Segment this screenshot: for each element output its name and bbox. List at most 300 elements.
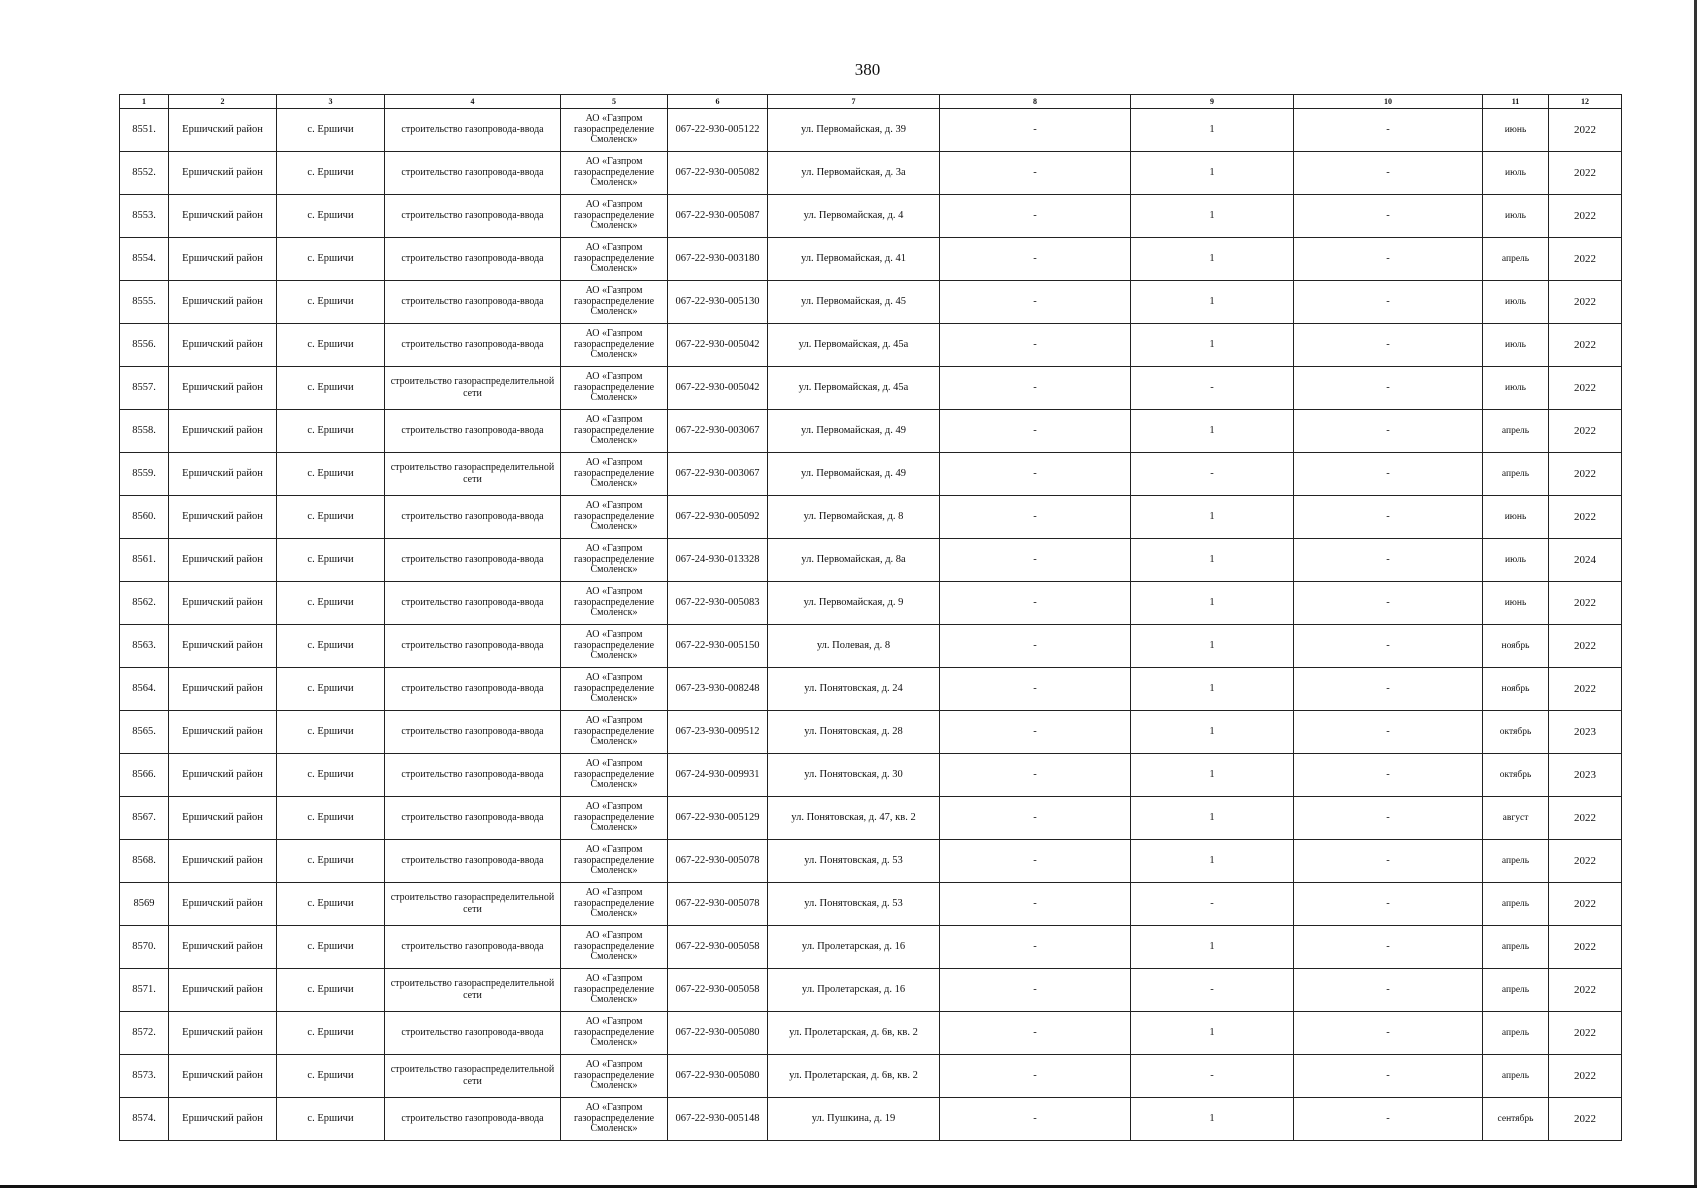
cell-row-number: 8567. [120, 797, 169, 840]
cell-address: ул. Пушкина, д. 19 [768, 1098, 940, 1141]
cell-application-number: 067-22-930-005078 [668, 840, 768, 883]
table-row [120, 797, 1622, 840]
cell-month: июнь [1483, 496, 1549, 539]
cell-work-type: строительство газопровода-ввода [385, 582, 561, 625]
cell-district: Ершичский район [169, 797, 277, 840]
cell-col-8: - [940, 109, 1131, 152]
cell-district: Ершичский район [169, 883, 277, 926]
cell-work-type: строительство газораспределительной сети [385, 367, 561, 410]
cell-application-number: 067-22-930-005122 [668, 109, 768, 152]
cell-year: 2023 [1549, 754, 1622, 797]
cell-application-number: 067-24-930-013328 [668, 539, 768, 582]
cell-settlement: с. Ершичи [277, 109, 385, 152]
column-header-8: 8 [940, 95, 1131, 109]
cell-col-8: - [940, 453, 1131, 496]
cell-col-10: - [1294, 238, 1483, 281]
cell-row-number: 8562. [120, 582, 169, 625]
cell-organization: АО «Газпром газораспределение Смоленск» [561, 109, 668, 152]
cell-month: апрель [1483, 883, 1549, 926]
cell-year: 2022 [1549, 797, 1622, 840]
cell-month: октябрь [1483, 711, 1549, 754]
cell-col-10: - [1294, 453, 1483, 496]
cell-year: 2024 [1549, 539, 1622, 582]
cell-row-number: 8566. [120, 754, 169, 797]
cell-row-number: 8556. [120, 324, 169, 367]
cell-month: апрель [1483, 1012, 1549, 1055]
cell-district: Ершичский район [169, 1012, 277, 1055]
cell-application-number: 067-22-930-003067 [668, 410, 768, 453]
cell-col-10: - [1294, 754, 1483, 797]
cell-work-type: строительство газораспределительной сети [385, 453, 561, 496]
cell-year: 2022 [1549, 625, 1622, 668]
cell-col-10: - [1294, 496, 1483, 539]
cell-district: Ершичский район [169, 410, 277, 453]
cell-district: Ершичский район [169, 711, 277, 754]
cell-organization: АО «Газпром газораспределение Смоленск» [561, 453, 668, 496]
column-header-6: 6 [668, 95, 768, 109]
cell-col-10: - [1294, 281, 1483, 324]
cell-address: ул. Пролетарская, д. 16 [768, 969, 940, 1012]
cell-month: ноябрь [1483, 625, 1549, 668]
cell-col-9: 1 [1131, 152, 1294, 195]
cell-month: июль [1483, 281, 1549, 324]
cell-work-type: строительство газопровода-ввода [385, 926, 561, 969]
table-row [120, 281, 1622, 324]
cell-year: 2022 [1549, 238, 1622, 281]
cell-settlement: с. Ершичи [277, 453, 385, 496]
cell-work-type: строительство газопровода-ввода [385, 238, 561, 281]
cell-organization: АО «Газпром газораспределение Смоленск» [561, 281, 668, 324]
cell-col-9: 1 [1131, 281, 1294, 324]
cell-row-number: 8552. [120, 152, 169, 195]
cell-work-type: строительство газопровода-ввода [385, 195, 561, 238]
cell-district: Ершичский район [169, 754, 277, 797]
table-row [120, 1012, 1622, 1055]
cell-address: ул. Первомайская, д. 49 [768, 453, 940, 496]
table-row [120, 711, 1622, 754]
cell-application-number: 067-22-930-005080 [668, 1012, 768, 1055]
cell-address: ул. Полевая, д. 8 [768, 625, 940, 668]
cell-col-9: 1 [1131, 926, 1294, 969]
cell-settlement: с. Ершичи [277, 926, 385, 969]
cell-year: 2022 [1549, 195, 1622, 238]
cell-col-10: - [1294, 410, 1483, 453]
cell-application-number: 067-23-930-009512 [668, 711, 768, 754]
cell-row-number: 8570. [120, 926, 169, 969]
cell-work-type: строительство газопровода-ввода [385, 840, 561, 883]
cell-year: 2023 [1549, 711, 1622, 754]
cell-row-number: 8555. [120, 281, 169, 324]
cell-year: 2022 [1549, 969, 1622, 1012]
cell-col-9: 1 [1131, 238, 1294, 281]
column-header-12: 12 [1549, 95, 1622, 109]
cell-application-number: 067-22-930-005082 [668, 152, 768, 195]
cell-district: Ершичский район [169, 625, 277, 668]
cell-col-8: - [940, 496, 1131, 539]
cell-col-9: - [1131, 1055, 1294, 1098]
table-row [120, 883, 1622, 926]
table-row [120, 238, 1622, 281]
cell-settlement: с. Ершичи [277, 410, 385, 453]
cell-settlement: с. Ершичи [277, 969, 385, 1012]
cell-organization: АО «Газпром газораспределение Смоленск» [561, 582, 668, 625]
cell-col-10: - [1294, 969, 1483, 1012]
cell-col-8: - [940, 152, 1131, 195]
cell-col-9: - [1131, 969, 1294, 1012]
cell-month: апрель [1483, 969, 1549, 1012]
table-row [120, 496, 1622, 539]
cell-month: апрель [1483, 840, 1549, 883]
cell-application-number: 067-22-930-005058 [668, 926, 768, 969]
cell-organization: АО «Газпром газораспределение Смоленск» [561, 367, 668, 410]
cell-work-type: строительство газопровода-ввода [385, 152, 561, 195]
cell-month: июнь [1483, 109, 1549, 152]
column-header-3: 3 [277, 95, 385, 109]
cell-month: июль [1483, 367, 1549, 410]
cell-organization: АО «Газпром газораспределение Смоленск» [561, 754, 668, 797]
cell-organization: АО «Газпром газораспределение Смоленск» [561, 711, 668, 754]
cell-row-number: 8563. [120, 625, 169, 668]
cell-col-9: 1 [1131, 754, 1294, 797]
cell-row-number: 8559. [120, 453, 169, 496]
cell-col-8: - [940, 324, 1131, 367]
cell-organization: АО «Газпром газораспределение Смоленск» [561, 410, 668, 453]
cell-col-8: - [940, 969, 1131, 1012]
cell-settlement: с. Ершичи [277, 238, 385, 281]
cell-col-8: - [940, 410, 1131, 453]
cell-col-8: - [940, 582, 1131, 625]
cell-col-9: 1 [1131, 840, 1294, 883]
cell-district: Ершичский район [169, 109, 277, 152]
page-number: 380 [854, 60, 881, 79]
table-row [120, 324, 1622, 367]
cell-row-number: 8558. [120, 410, 169, 453]
cell-district: Ершичский район [169, 496, 277, 539]
cell-district: Ершичский район [169, 195, 277, 238]
cell-application-number: 067-22-930-005092 [668, 496, 768, 539]
cell-application-number: 067-22-930-003180 [668, 238, 768, 281]
cell-district: Ершичский район [169, 453, 277, 496]
cell-col-10: - [1294, 797, 1483, 840]
cell-col-9: - [1131, 453, 1294, 496]
cell-col-8: - [940, 668, 1131, 711]
cell-address: ул. Понятовская, д. 53 [768, 840, 940, 883]
cell-settlement: с. Ершичи [277, 711, 385, 754]
cell-row-number: 8557. [120, 367, 169, 410]
table-row [120, 1055, 1622, 1098]
cell-col-10: - [1294, 367, 1483, 410]
cell-month: июнь [1483, 582, 1549, 625]
cell-month: август [1483, 797, 1549, 840]
cell-application-number: 067-22-930-005042 [668, 324, 768, 367]
cell-application-number: 067-22-930-005083 [668, 582, 768, 625]
cell-month: июль [1483, 152, 1549, 195]
cell-col-9: 1 [1131, 1012, 1294, 1055]
cell-col-10: - [1294, 324, 1483, 367]
cell-organization: АО «Газпром газораспределение Смоленск» [561, 668, 668, 711]
cell-month: ноябрь [1483, 668, 1549, 711]
cell-address: ул. Пролетарская, д. 16 [768, 926, 940, 969]
cell-col-9: 1 [1131, 797, 1294, 840]
cell-settlement: с. Ершичи [277, 195, 385, 238]
table-row [120, 152, 1622, 195]
cell-col-10: - [1294, 152, 1483, 195]
cell-application-number: 067-22-930-005080 [668, 1055, 768, 1098]
cell-address: ул. Пролетарская, д. 6в, кв. 2 [768, 1012, 940, 1055]
cell-organization: АО «Газпром газораспределение Смоленск» [561, 1012, 668, 1055]
table-row [120, 453, 1622, 496]
column-header-11: 11 [1483, 95, 1549, 109]
cell-settlement: с. Ершичи [277, 496, 385, 539]
cell-address: ул. Понятовская, д. 53 [768, 883, 940, 926]
cell-settlement: с. Ершичи [277, 152, 385, 195]
cell-organization: АО «Газпром газораспределение Смоленск» [561, 883, 668, 926]
cell-year: 2022 [1549, 281, 1622, 324]
cell-col-8: - [940, 711, 1131, 754]
cell-application-number: 067-22-930-003067 [668, 453, 768, 496]
cell-col-9: 1 [1131, 410, 1294, 453]
cell-col-10: - [1294, 668, 1483, 711]
cell-settlement: с. Ершичи [277, 324, 385, 367]
cell-address: ул. Первомайская, д. 3а [768, 152, 940, 195]
cell-settlement: с. Ершичи [277, 668, 385, 711]
cell-work-type: строительство газопровода-ввода [385, 797, 561, 840]
cell-settlement: с. Ершичи [277, 883, 385, 926]
table-body [120, 109, 1622, 1141]
cell-district: Ершичский район [169, 367, 277, 410]
table-row [120, 582, 1622, 625]
cell-district: Ершичский район [169, 582, 277, 625]
cell-work-type: строительство газопровода-ввода [385, 754, 561, 797]
cell-month: апрель [1483, 238, 1549, 281]
cell-settlement: с. Ершичи [277, 1055, 385, 1098]
cell-organization: АО «Газпром газораспределение Смоленск» [561, 195, 668, 238]
table-row [120, 539, 1622, 582]
cell-col-8: - [940, 1098, 1131, 1141]
cell-year: 2022 [1549, 840, 1622, 883]
cell-col-8: - [940, 539, 1131, 582]
cell-settlement: с. Ершичи [277, 797, 385, 840]
cell-organization: АО «Газпром газораспределение Смоленск» [561, 152, 668, 195]
cell-settlement: с. Ершичи [277, 539, 385, 582]
gas-connection-table-wrapper [119, 94, 1622, 1141]
cell-col-9: 1 [1131, 195, 1294, 238]
cell-col-9: 1 [1131, 324, 1294, 367]
cell-month: апрель [1483, 1055, 1549, 1098]
cell-application-number: 067-22-930-005148 [668, 1098, 768, 1141]
cell-application-number: 067-22-930-005150 [668, 625, 768, 668]
cell-work-type: строительство газопровода-ввода [385, 109, 561, 152]
column-header-9: 9 [1131, 95, 1294, 109]
bottom-rule [0, 1185, 1697, 1188]
cell-district: Ершичский район [169, 926, 277, 969]
cell-address: ул. Первомайская, д. 8а [768, 539, 940, 582]
cell-col-8: - [940, 754, 1131, 797]
cell-col-10: - [1294, 109, 1483, 152]
cell-work-type: строительство газопровода-ввода [385, 539, 561, 582]
table-row [120, 410, 1622, 453]
cell-settlement: с. Ершичи [277, 281, 385, 324]
cell-col-9: 1 [1131, 1098, 1294, 1141]
cell-col-9: 1 [1131, 625, 1294, 668]
cell-work-type: строительство газораспределительной сети [385, 1055, 561, 1098]
cell-col-10: - [1294, 539, 1483, 582]
cell-district: Ершичский район [169, 324, 277, 367]
cell-address: ул. Первомайская, д. 49 [768, 410, 940, 453]
cell-work-type: строительство газопровода-ввода [385, 410, 561, 453]
table-row [120, 840, 1622, 883]
cell-col-9: 1 [1131, 582, 1294, 625]
cell-work-type: строительство газопровода-ввода [385, 711, 561, 754]
cell-district: Ершичский район [169, 668, 277, 711]
cell-organization: АО «Газпром газораспределение Смоленск» [561, 840, 668, 883]
cell-col-8: - [940, 926, 1131, 969]
column-header-2: 2 [169, 95, 277, 109]
cell-col-9: - [1131, 883, 1294, 926]
cell-col-8: - [940, 1055, 1131, 1098]
table-row [120, 1098, 1622, 1141]
cell-application-number: 067-22-930-005042 [668, 367, 768, 410]
table-header [120, 95, 1622, 109]
table-row [120, 367, 1622, 410]
cell-year: 2022 [1549, 668, 1622, 711]
cell-application-number: 067-22-930-005130 [668, 281, 768, 324]
cell-col-10: - [1294, 582, 1483, 625]
cell-organization: АО «Газпром газораспределение Смоленск» [561, 625, 668, 668]
cell-col-9: 1 [1131, 711, 1294, 754]
table-row [120, 926, 1622, 969]
cell-address: ул. Понятовская, д. 24 [768, 668, 940, 711]
cell-row-number: 8560. [120, 496, 169, 539]
cell-row-number: 8569 [120, 883, 169, 926]
cell-work-type: строительство газопровода-ввода [385, 1012, 561, 1055]
cell-work-type: строительство газопровода-ввода [385, 281, 561, 324]
cell-address: ул. Первомайская, д. 4 [768, 195, 940, 238]
cell-row-number: 8565. [120, 711, 169, 754]
cell-row-number: 8572. [120, 1012, 169, 1055]
cell-month: октябрь [1483, 754, 1549, 797]
cell-row-number: 8573. [120, 1055, 169, 1098]
cell-address: ул. Понятовская, д. 28 [768, 711, 940, 754]
cell-col-10: - [1294, 1055, 1483, 1098]
cell-col-10: - [1294, 840, 1483, 883]
cell-month: сентябрь [1483, 1098, 1549, 1141]
cell-organization: АО «Газпром газораспределение Смоленск» [561, 496, 668, 539]
cell-district: Ершичский район [169, 840, 277, 883]
cell-month: апрель [1483, 453, 1549, 496]
cell-row-number: 8574. [120, 1098, 169, 1141]
table-row [120, 969, 1622, 1012]
cell-work-type: строительство газопровода-ввода [385, 1098, 561, 1141]
cell-address: ул. Первомайская, д. 9 [768, 582, 940, 625]
cell-address: ул. Пролетарская, д. 6в, кв. 2 [768, 1055, 940, 1098]
cell-year: 2022 [1549, 453, 1622, 496]
cell-year: 2022 [1549, 883, 1622, 926]
cell-row-number: 8564. [120, 668, 169, 711]
table-row [120, 625, 1622, 668]
cell-address: ул. Понятовская, д. 30 [768, 754, 940, 797]
cell-address: ул. Первомайская, д. 39 [768, 109, 940, 152]
cell-year: 2022 [1549, 1055, 1622, 1098]
cell-row-number: 8561. [120, 539, 169, 582]
cell-application-number: 067-22-930-005087 [668, 195, 768, 238]
cell-work-type: строительство газораспределительной сети [385, 883, 561, 926]
cell-col-8: - [940, 840, 1131, 883]
cell-organization: АО «Газпром газораспределение Смоленск» [561, 969, 668, 1012]
cell-col-10: - [1294, 1012, 1483, 1055]
cell-month: апрель [1483, 926, 1549, 969]
cell-month: апрель [1483, 410, 1549, 453]
cell-district: Ершичский район [169, 1098, 277, 1141]
cell-settlement: с. Ершичи [277, 754, 385, 797]
cell-organization: АО «Газпром газораспределение Смоленск» [561, 238, 668, 281]
cell-settlement: с. Ершичи [277, 840, 385, 883]
cell-month: июль [1483, 195, 1549, 238]
cell-month: июль [1483, 324, 1549, 367]
cell-col-10: - [1294, 926, 1483, 969]
cell-col-9: - [1131, 367, 1294, 410]
cell-year: 2022 [1549, 152, 1622, 195]
cell-address: ул. Первомайская, д. 45а [768, 367, 940, 410]
cell-col-10: - [1294, 883, 1483, 926]
cell-settlement: с. Ершичи [277, 1098, 385, 1141]
cell-work-type: строительство газопровода-ввода [385, 496, 561, 539]
header-row [120, 95, 1622, 109]
cell-year: 2022 [1549, 1098, 1622, 1141]
cell-row-number: 8568. [120, 840, 169, 883]
cell-year: 2022 [1549, 582, 1622, 625]
cell-year: 2022 [1549, 1012, 1622, 1055]
cell-settlement: с. Ершичи [277, 367, 385, 410]
cell-col-9: 1 [1131, 539, 1294, 582]
cell-organization: АО «Газпром газораспределение Смоленск» [561, 539, 668, 582]
cell-year: 2022 [1549, 367, 1622, 410]
cell-col-8: - [940, 281, 1131, 324]
cell-col-8: - [940, 625, 1131, 668]
cell-col-10: - [1294, 625, 1483, 668]
gas-connection-table [119, 94, 1622, 1141]
cell-row-number: 8551. [120, 109, 169, 152]
table-row [120, 109, 1622, 152]
cell-row-number: 8571. [120, 969, 169, 1012]
cell-address: ул. Первомайская, д. 8 [768, 496, 940, 539]
cell-settlement: с. Ершичи [277, 582, 385, 625]
cell-year: 2022 [1549, 496, 1622, 539]
cell-organization: АО «Газпром газораспределение Смоленск» [561, 926, 668, 969]
cell-col-10: - [1294, 195, 1483, 238]
cell-district: Ершичский район [169, 969, 277, 1012]
cell-col-10: - [1294, 711, 1483, 754]
cell-year: 2022 [1549, 410, 1622, 453]
column-header-1: 1 [120, 95, 169, 109]
cell-application-number: 067-22-930-005129 [668, 797, 768, 840]
table-row [120, 668, 1622, 711]
cell-application-number: 067-24-930-009931 [668, 754, 768, 797]
cell-col-9: 1 [1131, 109, 1294, 152]
table-row [120, 754, 1622, 797]
cell-district: Ершичский район [169, 1055, 277, 1098]
cell-work-type: строительство газопровода-ввода [385, 625, 561, 668]
cell-year: 2022 [1549, 926, 1622, 969]
column-header-7: 7 [768, 95, 940, 109]
cell-col-9: 1 [1131, 668, 1294, 711]
cell-application-number: 067-22-930-005058 [668, 969, 768, 1012]
cell-application-number: 067-23-930-008248 [668, 668, 768, 711]
cell-col-8: - [940, 238, 1131, 281]
cell-address: ул. Понятовская, д. 47, кв. 2 [768, 797, 940, 840]
cell-row-number: 8554. [120, 238, 169, 281]
cell-col-8: - [940, 797, 1131, 840]
